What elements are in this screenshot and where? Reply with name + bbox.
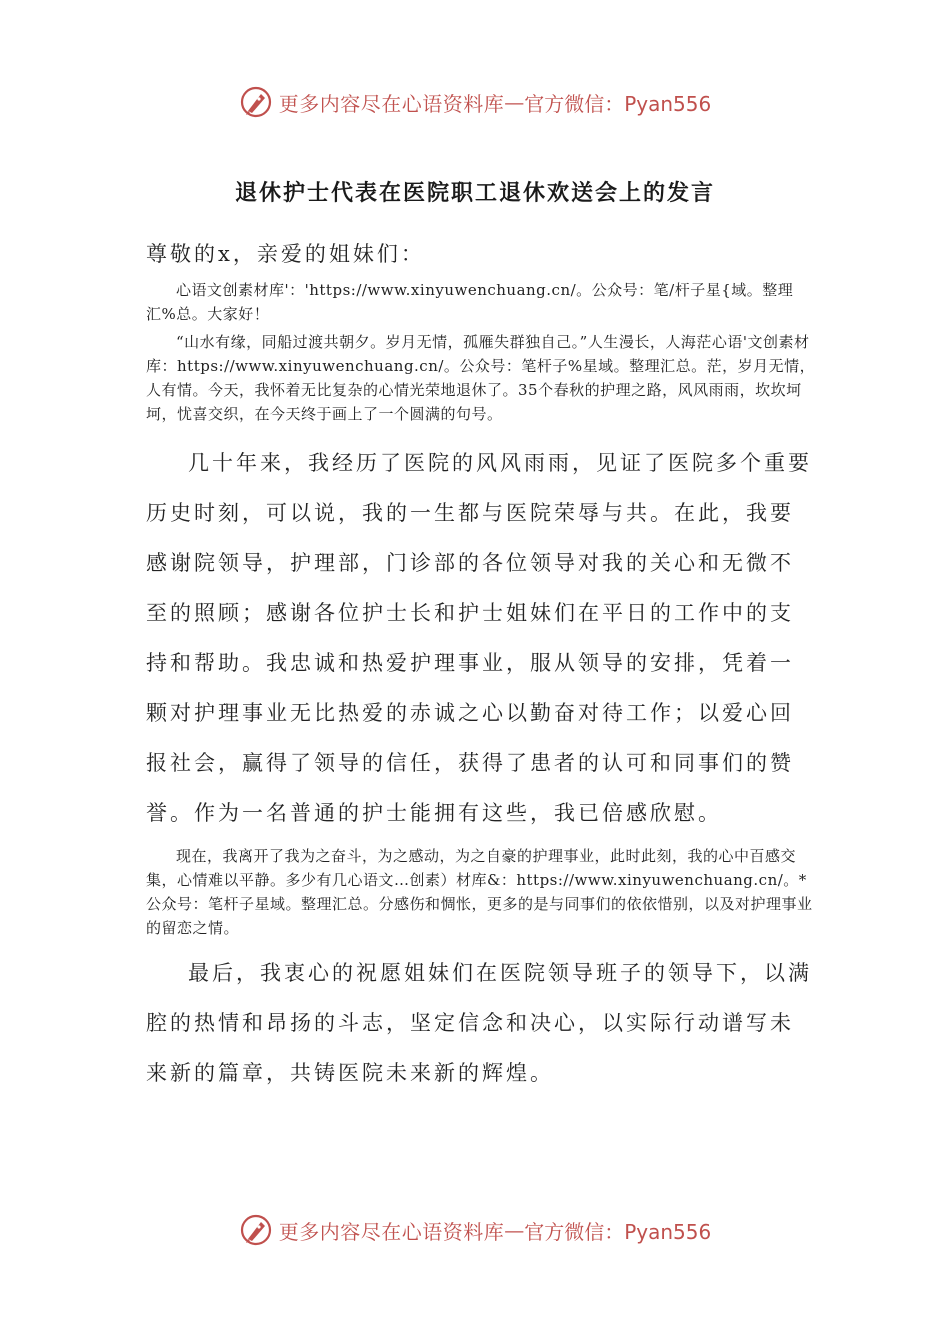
banner-separator: — <box>504 90 525 114</box>
paragraph-5: 最后，我衷心的祝愿姐妹们在医院领导班子的领导下，以满腔的热情和昂扬的斗志，坚定信念和决心，以实际行动谱写未来新的篇章，共铸医院未来新的辉煌。 <box>146 961 812 1085</box>
paragraph-4: 现在，我离开了我为之奋斗，为之感动，为之自豪的护理事业，此时此刻，我的心中百感交集，心情难以平静。多少有几心语文…创素）材库&：https://www.xinyuwenchuang.cn/。*公众号：笔杆子星域。整理汇总。分感伤和惆怅，更多的是与同事们的依依惜别，以及对护理事业的留恋之情。 <box>146 847 813 937</box>
pen-nib-logo-icon <box>239 85 273 119</box>
banner-separator: — <box>504 1218 525 1242</box>
header-banner <box>0 80 950 124</box>
paragraph-1: 心语文创素材库'：'https://www.xinyuwenchuang.cn/。公众号：笔/杆子星{域。整理汇%总。大家好！ <box>146 281 794 323</box>
banner-slogan: 更多内容尽在心语资料库 <box>278 91 505 116</box>
banner-wechat: 官方微信：Pyan556 <box>524 91 712 116</box>
document-title: 退休护士代表在医院职工退休欢送会上的发言 <box>234 181 715 206</box>
document-body <box>146 232 816 1098</box>
footer-banner <box>0 1208 950 1252</box>
salutation: 尊敬的x，亲爱的姐妹们： <box>146 242 425 266</box>
pen-nib-logo-icon <box>239 1213 273 1247</box>
paragraph-2: “山水有缘，同船过渡共朝夕。岁月无情，孤雁失群独自己。”人生漫长，人海茫心语'文创素材库：https://www.xinyuwenchuang.cn/。公众号：笔杆子%星域。整理汇总。茫，岁月无情，人有情。今天，我怀着无比复杂的心情光荣地退休了。35个春秋的护理之路，风风雨雨，坎坎坷坷，忧喜交织，在今天终于画上了一个圆满的句号。 <box>146 333 816 423</box>
banner-wechat: 官方微信：Pyan556 <box>524 1219 712 1244</box>
banner-slogan: 更多内容尽在心语资料库 <box>278 1219 505 1244</box>
paragraph-3: 几十年来，我经历了医院的风风雨雨，见证了医院多个重要历史时刻，可以说，我的一生都与医院荣辱与共。在此，我要感谢院领导，护理部，门诊部的各位领导对我的关心和无微不至的照顾；感谢各位护士长和护士姐妹们在平日的工作中的支持和帮助。我忠诚和热爱护理事业，服从领导的安排，凭着一颗对护理事业无比热爱的赤诚之心以勤奋对待工作；以爱心回报社会，赢得了领导的信任，获得了患者的认可和同事们的赞誉。作为一名普通的护士能拥有这些，我已倍感欣慰。 <box>146 451 812 825</box>
